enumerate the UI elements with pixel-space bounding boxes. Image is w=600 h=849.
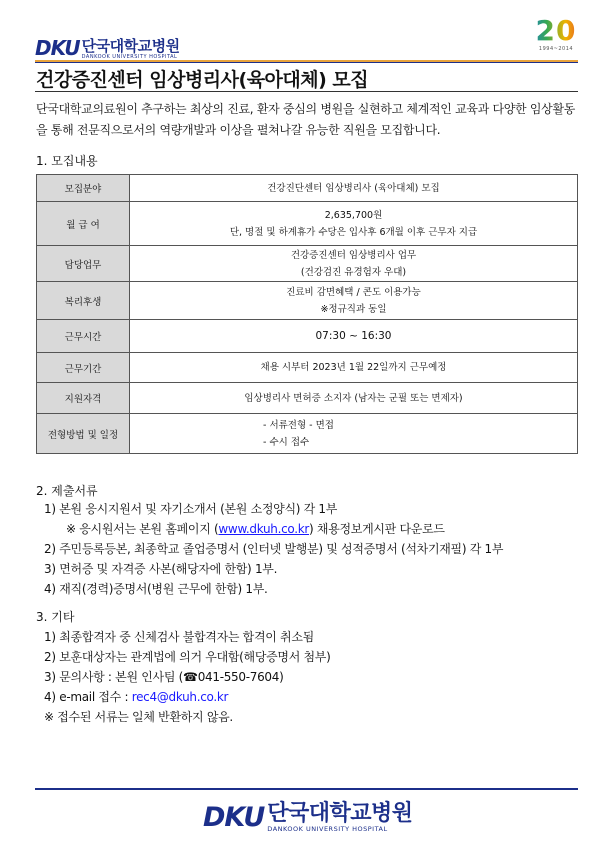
row-value: 임상병리사 면허증 소지자 (남자는 군필 또는 면제자) (130, 383, 578, 414)
row-value: - 서류전형 - 면접 - 수시 접수 (130, 414, 578, 454)
row-value: 건강진단센터 임상병리사 (육아대체) 모집 (130, 175, 578, 202)
list-item: 1) 최종합격자 중 신체검사 불합격자는 합격이 취소됨 (44, 630, 314, 644)
row-value: 건강증진센터 임상병리사 업무 (건강검진 유경험자 우대) (130, 246, 578, 282)
list-item: 2) 보훈대상자는 관계법에 의거 우대함(해당증명서 첨부) (44, 650, 331, 664)
logo-mark: DKU (35, 36, 80, 60)
footer-logo-mark: DKU (203, 802, 265, 833)
section2-list (44, 499, 584, 599)
section3-list (44, 627, 584, 727)
row-label: 지원자격 (37, 383, 130, 414)
anniversary-emblem (528, 16, 584, 52)
logo-subtitle: DANKOOK UNIVERSITY HOSPITAL (81, 54, 178, 60)
recruitment-table (36, 174, 578, 454)
section3-heading: 3. 기타 (36, 610, 75, 624)
list-item: 3) 면허증 및 자격증 사본(해당자에 한함) 1부. (44, 562, 278, 576)
logo-text: 단국대학교병원 (81, 37, 180, 55)
title-rule (35, 91, 578, 92)
hospital-logo (35, 36, 180, 60)
footer-logo (203, 802, 413, 833)
row-value: 채용 시부터 2023년 1월 22일까지 근무예정 (130, 353, 578, 383)
table-row (37, 282, 578, 320)
list-item: 2) 주민등록등본, 최종학교 졸업증명서 (인터넷 발행분) 및 성적증명서 (석차기재필) 각 1부 (44, 542, 504, 556)
table-row (37, 246, 578, 282)
row-label: 월 급 여 (37, 202, 130, 246)
list-item: 4) 재직(경력)증명서(병원 근무에 한함) 1부. (44, 582, 268, 596)
anniversary-years: 1994~2014 (538, 46, 574, 52)
row-label: 근무시간 (37, 320, 130, 353)
table-row (37, 202, 578, 246)
row-label: 복리후생 (37, 282, 130, 320)
intro-text: 단국대학교의료원이 추구하는 최상의 진료, 환자 중심의 병원을 실현하고 체계적인 교육과 다양한 임상활동을 통해 전문직으로서의 역량개발과 이상을 펼쳐나갈 유능한 직원을 모집합니다. (36, 102, 576, 137)
row-label: 담당업무 (37, 246, 130, 282)
page-title: 건강증진센터 임상병리사(육아대체) 모집 (36, 69, 369, 91)
footer-logo-text: 단국대학교병원 (267, 801, 413, 826)
footer-rule (35, 788, 578, 790)
row-value: 진료비 감면혜택 / 콘도 이용가능 ※정규직과 동일 (130, 282, 578, 320)
email-link[interactable]: rec4@dkuh.co.kr (131, 690, 229, 704)
row-label: 전형방법 및 일정 (37, 414, 130, 454)
list-note: ※ 접수된 서류는 일체 반환하지 않음. (44, 710, 233, 724)
table-row (37, 175, 578, 202)
table-row (37, 383, 578, 414)
section1-heading: 1. 모집내용 (36, 154, 98, 168)
row-label: 모집분야 (37, 175, 130, 202)
table-row (37, 353, 578, 383)
homepage-link[interactable]: www.dkuh.co.kr (218, 522, 310, 536)
table-row (37, 414, 578, 454)
list-item: 1) 본원 응시지원서 및 자기소개서 (본원 소정양식) 각 1부 (44, 502, 338, 516)
row-label: 근무기간 (37, 353, 130, 383)
anniversary-number: 20 (528, 16, 584, 46)
list-item: 3) 문의사항 : 본원 인사팀 (☎041-550-7604) (44, 670, 284, 684)
section2-heading: 2. 제출서류 (36, 484, 98, 498)
list-item: 4) e-mail 접수 : rec4@dkuh.co.kr (44, 690, 229, 704)
header-rule-blue (35, 62, 578, 63)
footer-logo-subtitle: DANKOOK UNIVERSITY HOSPITAL (267, 825, 388, 833)
row-value: 07:30 ~ 16:30 (130, 320, 578, 353)
list-note: ※ 응시원서는 본원 홈페이지 (www.dkuh.co.kr) 채용정보게시판 다운로드 (66, 522, 445, 536)
row-value: 2,635,700원 단, 명절 및 하계휴가 수당은 입사후 6개월 이후 근무자 지급 (130, 202, 578, 246)
table-row (37, 320, 578, 353)
